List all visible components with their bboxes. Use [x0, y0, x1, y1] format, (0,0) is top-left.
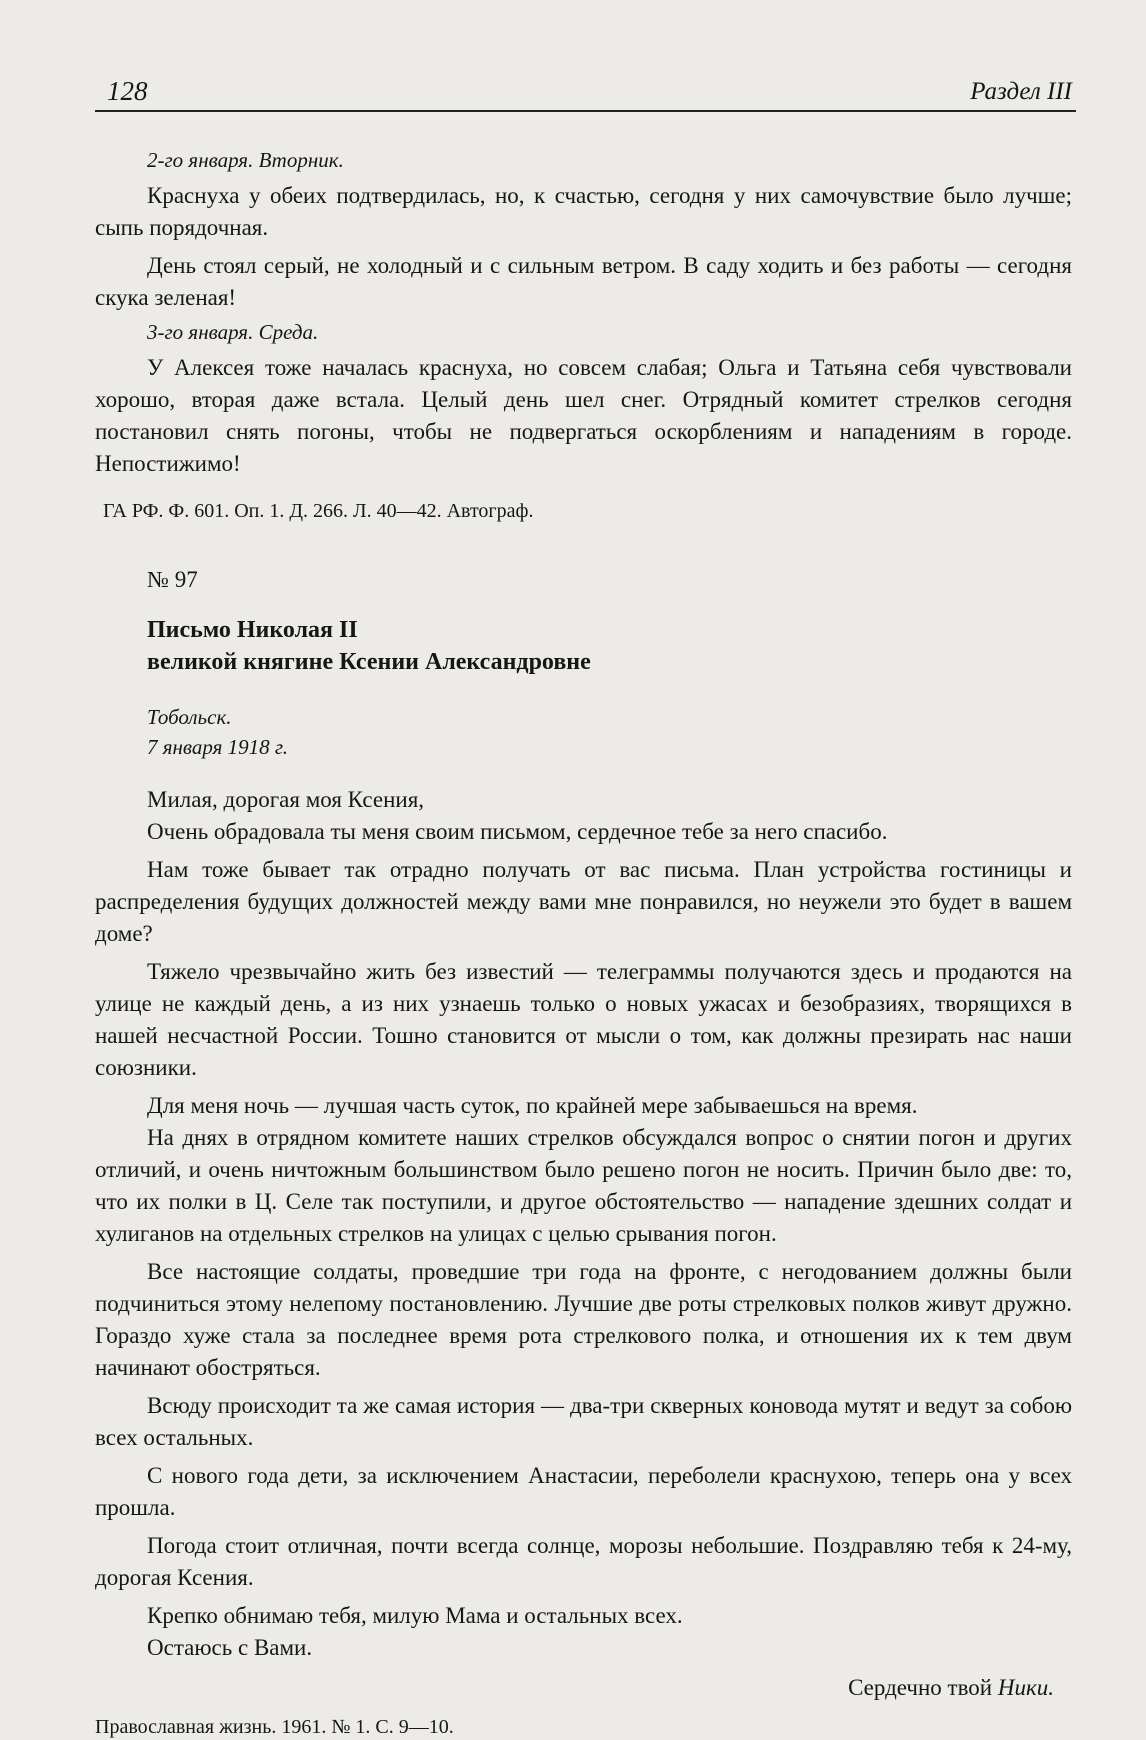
- section-title: Раздел III: [970, 78, 1072, 105]
- paragraph: День стоял серый, не холодный и с сильным ветром. В саду ходить и без работы — сегодня скука зеленая!: [95, 253, 1072, 310]
- paragraph: Всюду происходит та же самая история — два-три скверных коновода мутят и ведут за собою всех остальных.: [95, 1393, 1072, 1450]
- letter-greeting: Милая, дорогая моя Ксения,: [147, 787, 425, 812]
- document-title: [147, 614, 1072, 678]
- running-header: [95, 74, 1076, 112]
- paragraph: Нам тоже бывает так отрадно получать от вас письма. План устройства гостиницы и распределения будущих должностей между вами мне понравился, но неужели это будет в вашем доме?: [95, 857, 1072, 946]
- paragraph: Остаюсь с Вами.: [147, 1635, 313, 1660]
- diary-date: 3-го января. Среда.: [147, 320, 319, 344]
- paragraph: Для меня ночь — лучшая часть суток, по крайней мере забываешься на время.: [147, 1093, 918, 1118]
- document-number: № 97: [147, 567, 198, 592]
- closing-text: Сердечно твой: [848, 1675, 993, 1700]
- paragraph: Погода стоит отличная, почти всегда солнце, морозы небольшие. Поздравляю тебя к 24-му, дорогая Ксения.: [95, 1533, 1072, 1590]
- letter-signature: [95, 1672, 1054, 1704]
- letter-place: Тобольск.: [147, 705, 232, 729]
- source-citation: Православная жизнь. 1961. № 1. С. 9—10.: [95, 1716, 454, 1738]
- diary-date: 2-го января. Вторник.: [147, 148, 344, 172]
- diary-entry: [95, 320, 1072, 480]
- source-citation: ГА РФ. Ф. 601. Оп. 1. Д. 266. Л. 40—42. Автограф.: [103, 500, 534, 522]
- document-title-line: Письмо Николая II: [147, 617, 358, 643]
- letter-date: 7 января 1918 г.: [147, 735, 289, 759]
- paragraph: У Алексея тоже началась краснуха, но совсем слабая; Ольга и Татьяна себя чувствовали хорошо, вторая даже встала. Целый день шел снег. Отрядный комитет стрелков сегодня постановил снять погоны, чтобы не подвергаться оскорблениям и нападениям в городе. Непостижимо!: [95, 355, 1072, 476]
- letter-place-date: [147, 702, 1072, 762]
- document-title-line: великой княгине Ксении Александровне: [147, 649, 591, 675]
- paragraph: Краснуха у обеих подтвердилась, но, к счастью, сегодня у них самочувствие было лучше; сыпь порядочная.: [95, 183, 1072, 240]
- signature-name: Ники.: [997, 1675, 1054, 1700]
- paragraph: Крепко обнимаю тебя, милую Мама и остальных всех.: [147, 1603, 683, 1628]
- paragraph: Все настоящие солдаты, проведшие три года на фронте, с негодованием должны были подчиниться этому нелепому постановлению. Лучшие две роты стрелковых полков живут дружно. Гораздо хуже стала за последнее время рота стрелкового полка, и отношения их к тем двум начинают обостряться.: [95, 1259, 1072, 1380]
- paragraph: На днях в отрядном комитете наших стрелков обсуждался вопрос о снятии погон и других отличий, и очень ничтожным большинством было решено погон не носить. Причин было две: то, что их полки в Ц. Селе так поступили, и другое обстоятельство — нападение здешних солдат и хулиганов на отдельных стрелков на улицах с целью срывания погон.: [95, 1125, 1072, 1246]
- paragraph: Очень обрадовала ты меня своим письмом, сердечное тебе за него спасибо.: [147, 819, 888, 844]
- paragraph: С нового года дети, за исключением Анастасии, переболели краснухою, теперь она у всех прошла.: [95, 1463, 1072, 1520]
- paragraph: Тяжело чрезвычайно жить без известий — телеграммы получаются здесь и продаются на улице не каждый день, а из них узнаешь только о новых ужасах и безобразиях, творящихся в нашей несчастной России. Тошно становится от мысли о том, как должны презирать нас наши союзники.: [95, 959, 1072, 1080]
- page-number: 128: [107, 76, 148, 106]
- diary-entry: [95, 148, 1072, 314]
- page-body: [95, 148, 1072, 1740]
